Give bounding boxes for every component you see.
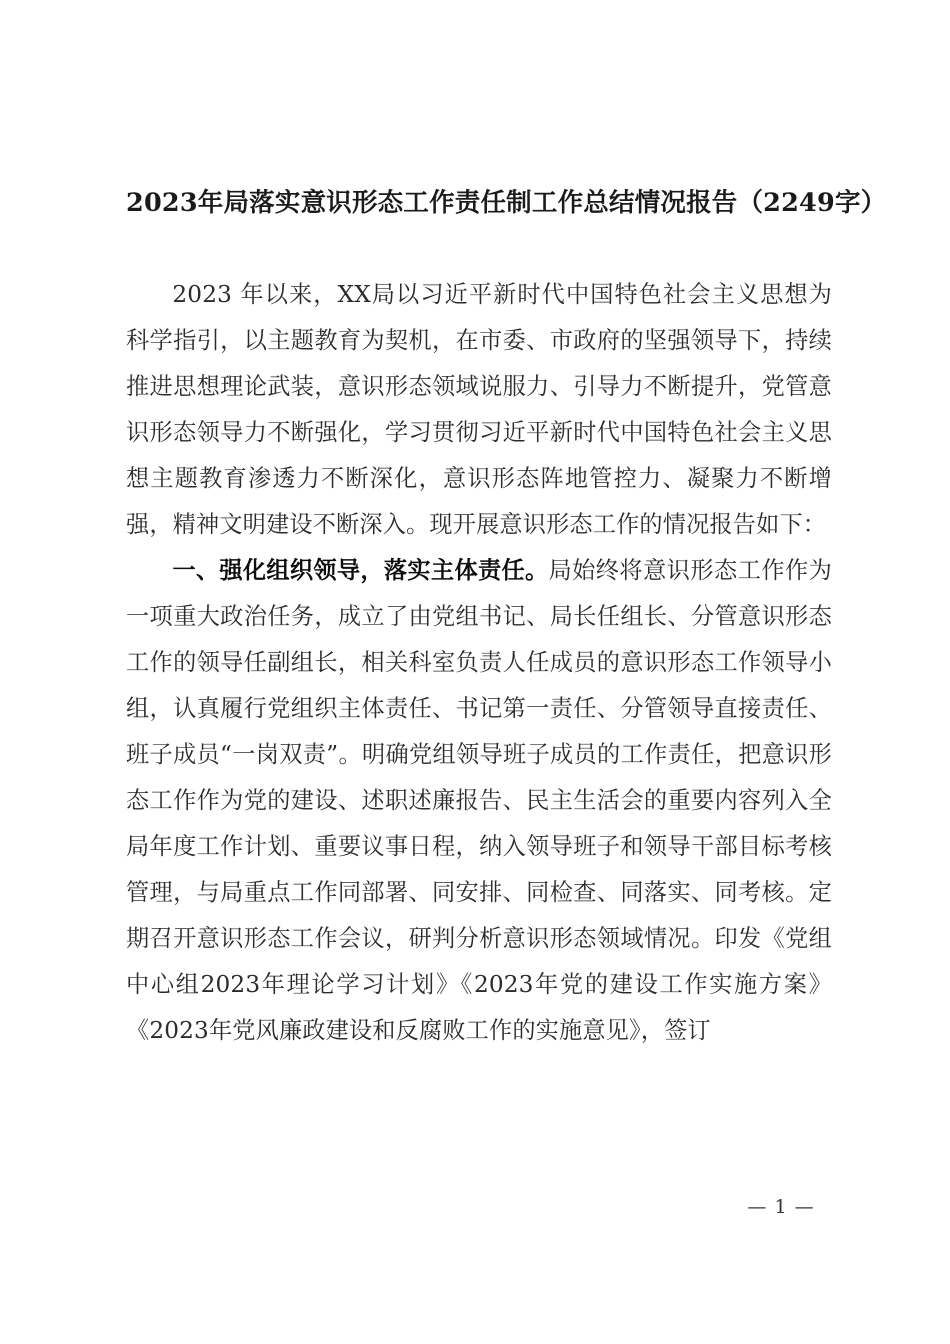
paragraph-intro <box>126 272 832 548</box>
paragraph-section-one <box>126 548 832 1054</box>
footer-page-number <box>0 1196 950 1218</box>
document-body <box>126 272 832 1054</box>
paragraph-intro-text: 2023 年以来，XX局以习近平新时代中国特色社会主义思想为科学指引，以主题教育为契机，在市委、市政府的坚强领导下，持续推进思想理论武装，意识形态领域说服力、引导力不断提升，党管意识形态领导力不断强化，学习贯彻习近平新时代中国特色社会主义思想主题教育渗透力不断深化，意识形态阵地管控力、凝聚力不断增强，精神文明建设不断深入。现开展意识形态工作的情况报告如下： <box>126 281 832 538</box>
page-title: 2023年局落实意识形态工作责任制工作总结情况报告（2249字） <box>126 188 887 218</box>
paragraph-section-one-text: 局始终将意识形态工作作为一项重大政治任务，成立了由党组书记、局长任组长、分管意识形态工作的领导任副组长，相关科室负责人任成员的意识形态工作领导小组，认真履行党组织主体责任、书记第一责任、分管领导直接责任、班子成员“一岗双责”。明确党组领导班子成员的工作责任，把意识形态工作作为党的建设、述职述廉报告、民主生活会的重要内容列入全局年度工作计划、重要议事日程，纳入领导班子和领导干部目标考核管理，与局重点工作同部署、同安排、同检查、同落实、同考核。定期召开意识形态工作会议，研判分析意识形态领域情况。印发《党组中心组2023年理论学习计划》《2023年党的建设工作实施方案》《2023年党风廉政建设和反腐败工作的实施意见》，签订 <box>126 557 832 1044</box>
page-number-label: — 1 — <box>747 1196 815 1218</box>
section-heading-one: 一、强化组织领导，落实主体责任。 <box>172 557 549 584</box>
